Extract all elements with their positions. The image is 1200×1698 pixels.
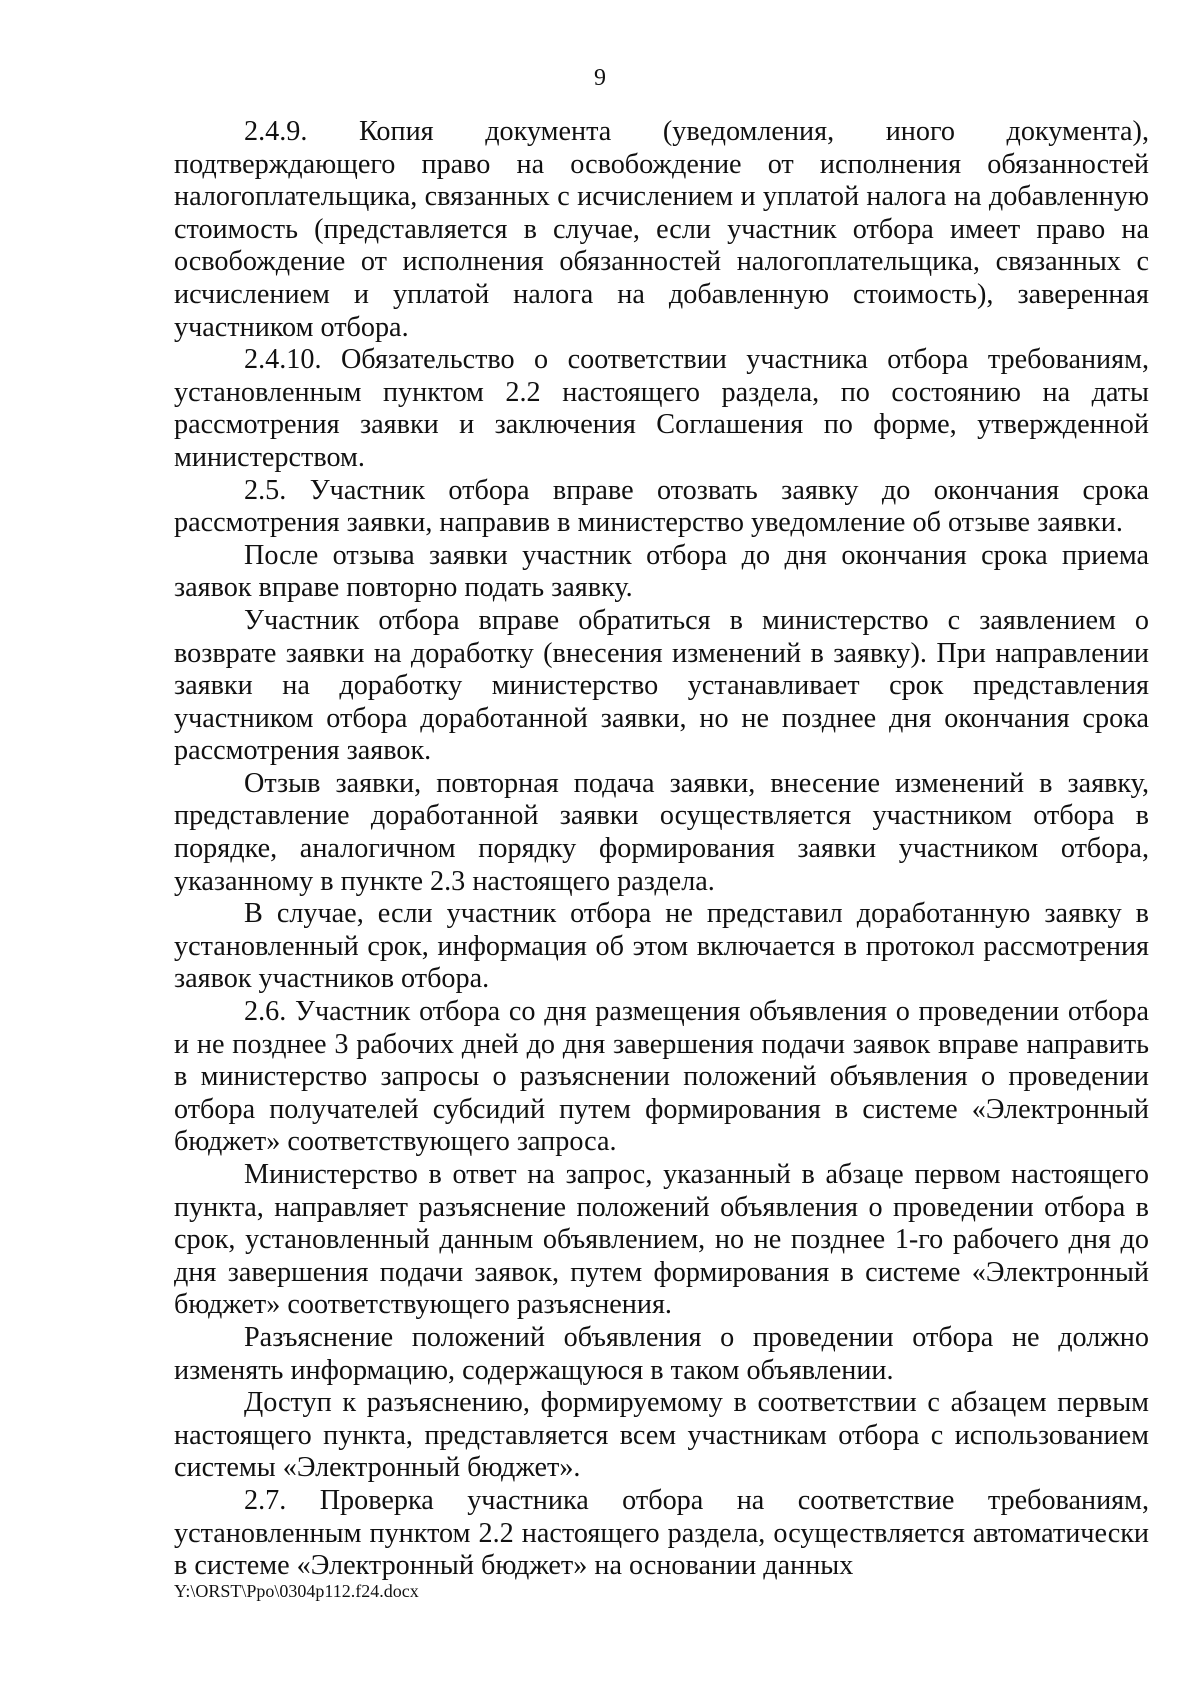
paragraph-2-4-10: 2.4.10. Обязательство о соответствии участника отбора требованиям, установленным пунктом 2.2 настоящего раздела, по состоянию на даты рассмотрения заявки и заключения Соглашения по форме, утвержденной министерством.	[174, 344, 1149, 473]
footer-file-path: Y:\ORST\Ppo\0304p112.f24.docx	[174, 1581, 419, 1601]
paragraph-withdrawal-resubmit: После отзыва заявки участник отбора до дня окончания срока приема заявок вправе повторно подать заявку.	[174, 539, 1149, 604]
paragraph-revision-not-submitted: В случае, если участник отбора не представил доработанную заявку в установленный срок, информация об этом включается в протокол рассмотрения заявок участников отбора.	[174, 898, 1149, 995]
paragraph-ministry-response: Министерство в ответ на запрос, указанный в абзаце первом настоящего пункта, направляет разъяснение положений объявления о проведении отбора в срок, установленный данным объявлением, но не позднее 1-го рабочего дня до дня завершения подачи заявок, путем формирования в системе «Электронный бюджет» соответствующего разъяснения.	[174, 1159, 1149, 1321]
paragraph-clarification-access: Доступ к разъяснению, формируемому в соответствии с абзацем первым настоящего пункта, представляется всем участникам отбора с использованием системы «Электронный бюджет».	[174, 1387, 1149, 1484]
paragraph-2-7: 2.7. Проверка участника отбора на соответствие требованиям, установленным пунктом 2.2 настоящего раздела, осуществляется автоматически в системе «Электронный бюджет» на основании данных	[174, 1484, 1149, 1582]
page-number: 9	[594, 65, 606, 91]
paragraph-2-4-9: 2.4.9. Копия документа (уведомления, иного документа), подтверждающего право на освобождение от исполнения обязанностей налогоплательщика, связанных с исчислением и уплатой налога на добавленную стоимость (представляется в случае, если участник отбора имеет право на освобождение от исполнения обязанностей налогоплательщика, связанных с исчислением и уплатой налога на добавленную стоимость), заверенная участником отбора.	[174, 116, 1149, 343]
paragraph-return-for-revision: Участник отбора вправе обратиться в министерство с заявлением о возврате заявки на доработку (внесения изменений в заявку). При направлении заявки на доработку министерство устанавливает срок представления участником отбора доработанной заявки, но не позднее дня окончания срока рассмотрения заявок.	[174, 604, 1149, 767]
paragraph-2-6: 2.6. Участник отбора со дня размещения объявления о проведении отбора и не позднее 3 рабочих дней до дня завершения подачи заявок вправе направить в министерство запросы о разъяснении положений объявления о проведении отбора получателей субсидий путем формирования в системе «Электронный бюджет» соответствующего запроса.	[174, 996, 1149, 1158]
paragraph-revision-procedure: Отзыв заявки, повторная подача заявки, внесение изменений в заявку, представление доработанной заявки осуществляется участником отбора в порядке, аналогичном порядку формирования заявки участником отбора, указанному в пункте 2.3 настоящего раздела.	[174, 767, 1149, 897]
paragraph-clarification-limits: Разъяснение положений объявления о проведении отбора не должно изменять информацию, содержащуюся в таком объявлении.	[174, 1321, 1149, 1386]
paragraph-2-5: 2.5. Участник отбора вправе отозвать заявку до окончания срока рассмотрения заявки, направив в министерство уведомление об отзыве заявки.	[174, 474, 1149, 539]
document-body	[174, 116, 1149, 1583]
